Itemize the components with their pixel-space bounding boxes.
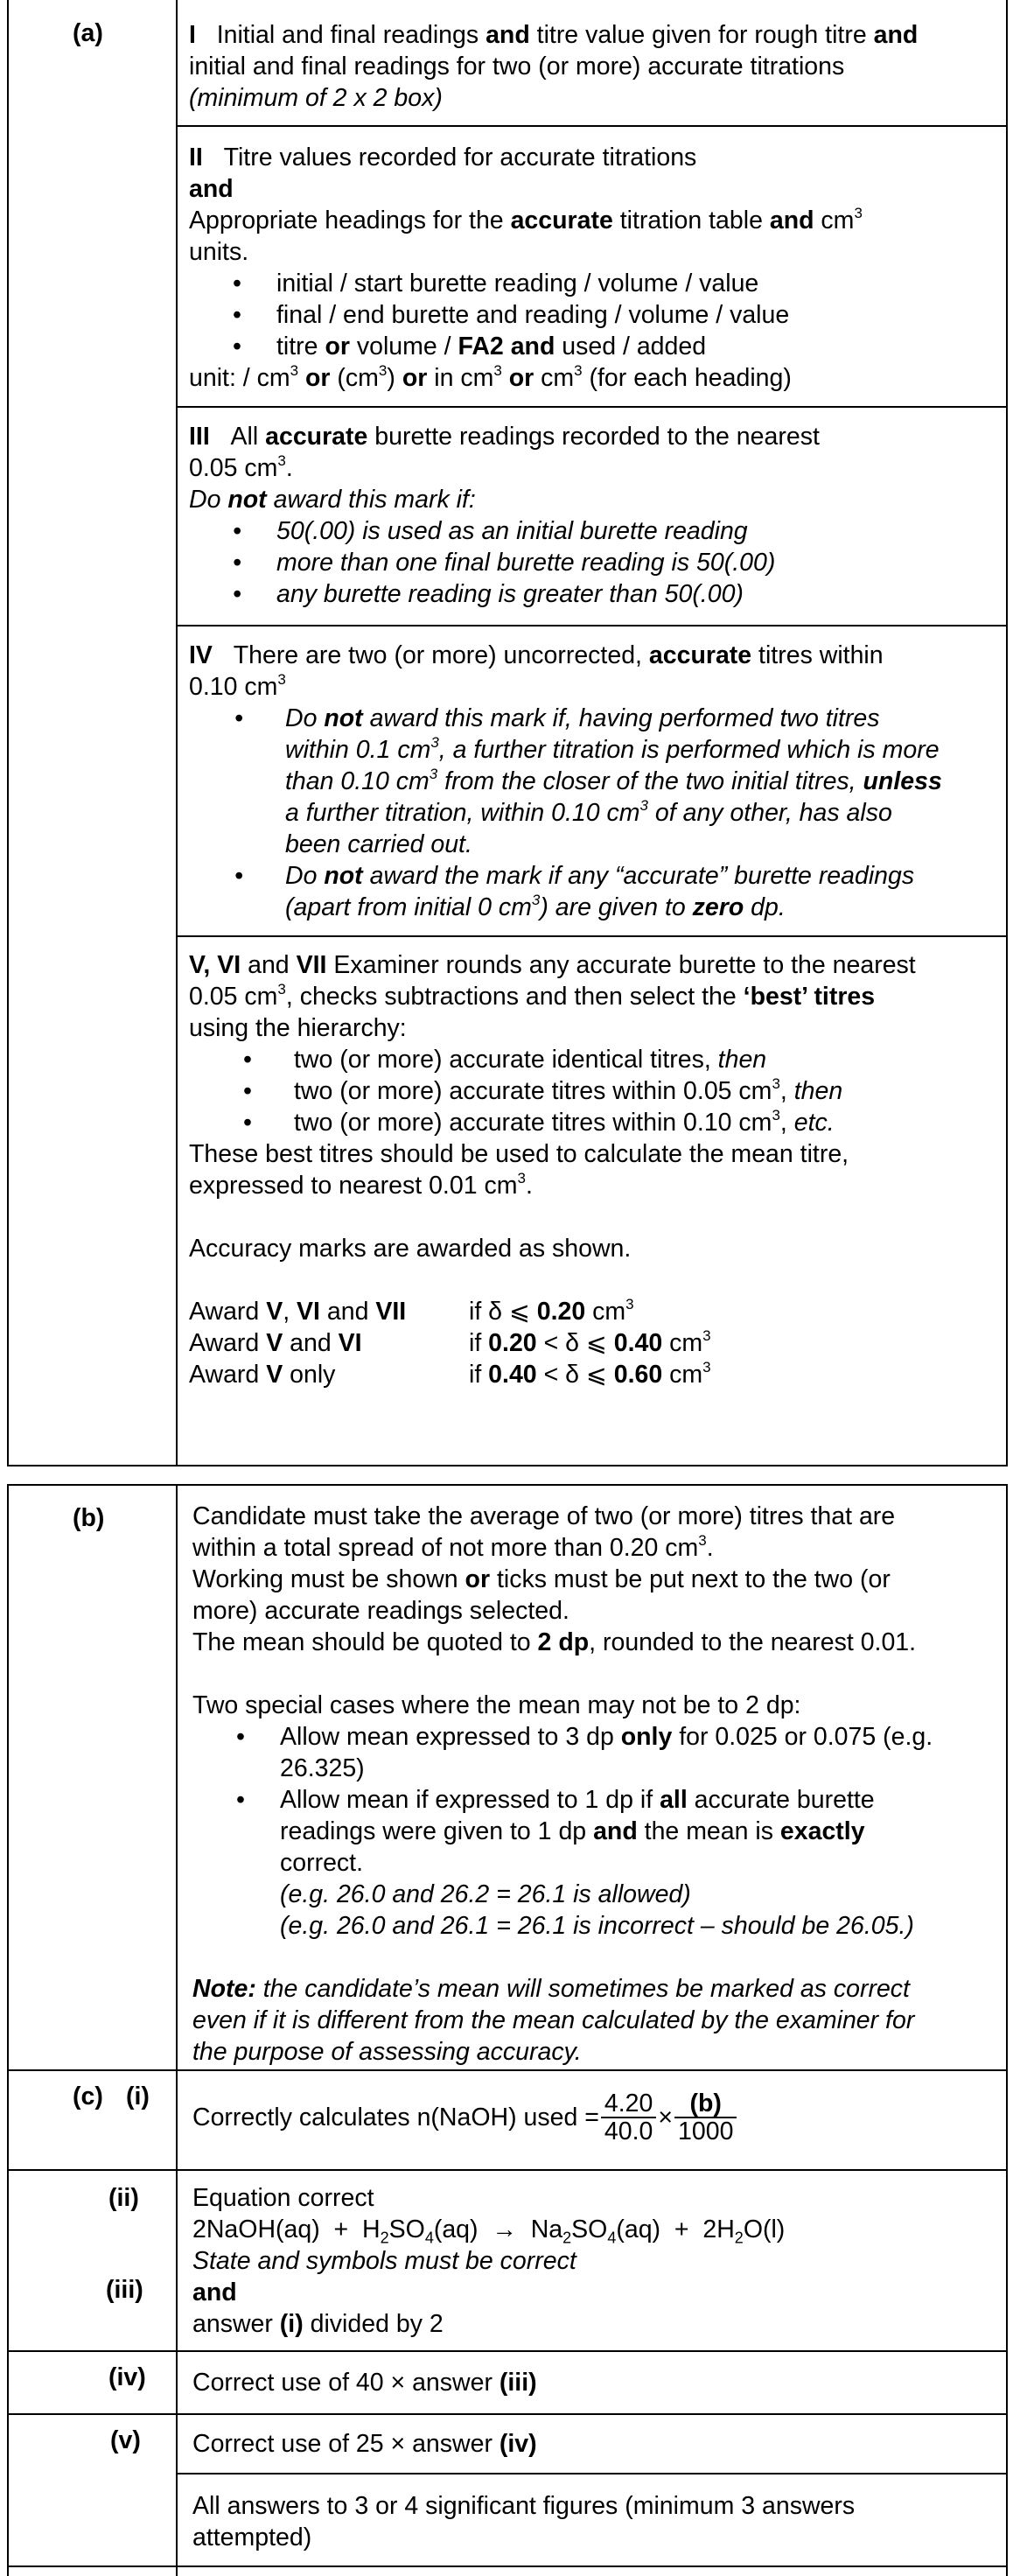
text: 0.40 bbox=[488, 1361, 537, 1389]
list-item bbox=[189, 703, 998, 860]
mark-point-I bbox=[189, 19, 998, 114]
text: titre bbox=[276, 332, 325, 360]
text: Do bbox=[285, 862, 325, 890]
text: burette readings recorded to the nearest bbox=[367, 423, 820, 451]
text: all bbox=[660, 1786, 688, 1814]
text: 4.20 bbox=[601, 2090, 656, 2118]
text: 0.05 cm bbox=[189, 983, 278, 1011]
text: final / end burette and reading / volume / value bbox=[276, 301, 790, 329]
text: O(l) bbox=[743, 2216, 786, 2244]
text: more) accurate readings selected. bbox=[192, 1597, 569, 1625]
text: within 0.1 cm bbox=[285, 736, 431, 764]
part-label-c: (c) bbox=[73, 2082, 103, 2110]
table-border-left-a bbox=[7, 0, 9, 1466]
text: 3 bbox=[854, 204, 863, 221]
text: 4 bbox=[424, 2229, 434, 2247]
text: award this mark if: bbox=[266, 486, 476, 514]
text: or bbox=[508, 364, 534, 392]
text: 3 bbox=[702, 1326, 711, 1344]
text: 0.10 cm bbox=[189, 673, 278, 701]
table-border-left-b bbox=[7, 1484, 9, 2576]
text: Award bbox=[189, 1361, 267, 1389]
text: more than one final burette reading is 50(.00) bbox=[276, 549, 776, 577]
text: zero bbox=[692, 893, 744, 921]
mark-number: I bbox=[189, 21, 196, 49]
text: (aq) + 2H bbox=[616, 2216, 735, 2244]
text: Candidate must take the average of two (or more) titres that are bbox=[192, 1502, 896, 1530]
text: Titre values recorded for accurate titrations bbox=[223, 144, 697, 172]
text: even if it is different from the mean calculated by the examiner for bbox=[192, 2006, 915, 2034]
text: 1000 bbox=[678, 2118, 734, 2146]
row-rule bbox=[176, 125, 1008, 127]
text: Appropriate headings for the bbox=[189, 206, 511, 234]
text: Allow mean expressed to 3 dp bbox=[280, 1723, 621, 1751]
text: answer bbox=[192, 2310, 280, 2338]
text: Equation correct bbox=[192, 2184, 374, 2212]
part-label-c-ii: (ii) bbox=[108, 2184, 139, 2212]
table-bottom-b bbox=[7, 2566, 1008, 2567]
text: and bbox=[189, 175, 234, 203]
mark-number: II bbox=[189, 144, 203, 172]
mark-number: V, VI bbox=[189, 951, 241, 979]
text: 2 bbox=[380, 2229, 389, 2247]
text: or bbox=[402, 364, 428, 392]
text: Do bbox=[189, 486, 228, 514]
text: cm bbox=[534, 364, 575, 392]
part-c-ii-iii-content bbox=[192, 2182, 1002, 2340]
text: 0.40 bbox=[613, 1329, 663, 1357]
text: Award bbox=[189, 1329, 267, 1357]
text: All bbox=[230, 423, 266, 451]
text: Two special cases where the mean may not be to 2 dp: bbox=[192, 1691, 801, 1719]
text: or bbox=[465, 1565, 491, 1593]
text: ticks must be put next to the two (or bbox=[490, 1565, 891, 1593]
text: Examiner rounds any accurate burette to the nearest bbox=[326, 951, 916, 979]
mark-point-II bbox=[189, 142, 998, 394]
text: 0.20 bbox=[488, 1329, 537, 1357]
text: initial / start burette reading / volume / value bbox=[276, 270, 759, 298]
text: 3 bbox=[639, 796, 648, 814]
text: 2 bbox=[734, 2229, 744, 2247]
text: two (or more) accurate titres within 0.05 cm bbox=[294, 1077, 772, 1105]
text: or bbox=[305, 364, 331, 392]
text: 0.20 bbox=[536, 1298, 586, 1326]
table-bottom-a bbox=[7, 1465, 1008, 1466]
text: 50(.00) is used as an initial burette reading bbox=[276, 517, 748, 545]
text: etc. bbox=[793, 1109, 835, 1137]
text: 3 bbox=[430, 733, 439, 751]
text: exactly bbox=[779, 1817, 865, 1845]
text: been carried out. bbox=[285, 830, 472, 858]
row-rule bbox=[176, 625, 1008, 626]
part-label-c-i: (i) bbox=[126, 2082, 150, 2110]
text: unless bbox=[863, 767, 942, 795]
table-border-right-a bbox=[1006, 0, 1008, 1466]
table-border-right-b bbox=[1006, 1484, 1008, 2576]
row-rule bbox=[7, 2350, 1008, 2352]
text: , checks subtractions and then select the bbox=[285, 983, 744, 1011]
list-item bbox=[189, 299, 998, 331]
mark-point-IV bbox=[189, 640, 998, 923]
text: 3 bbox=[277, 980, 286, 998]
text: not bbox=[324, 704, 363, 732]
text: , bbox=[779, 1109, 794, 1137]
text: not bbox=[324, 862, 363, 890]
mark-number: VII bbox=[296, 951, 327, 979]
text: (for each heading) bbox=[582, 364, 792, 392]
text: two (or more) accurate titres within 0.10 cm bbox=[294, 1109, 772, 1137]
list-item bbox=[192, 1784, 1002, 1942]
text: (iii) bbox=[499, 2369, 537, 2397]
row-rule bbox=[7, 2069, 1008, 2071]
text: State and symbols must be correct bbox=[192, 2247, 576, 2275]
text: VI bbox=[338, 1329, 362, 1357]
list-item bbox=[189, 860, 998, 923]
text: 3 bbox=[772, 1074, 780, 1092]
text: expressed to nearest 0.01 cm bbox=[189, 1172, 518, 1200]
text: , bbox=[779, 1077, 794, 1105]
row-rule bbox=[176, 2473, 1008, 2474]
text: 3 bbox=[493, 361, 502, 379]
text: accurate bbox=[265, 423, 368, 451]
text: the purpose of assessing accuracy. bbox=[192, 2038, 582, 2066]
text: if bbox=[469, 1329, 489, 1357]
text: 0.05 cm bbox=[189, 454, 278, 482]
text: SO bbox=[571, 2216, 608, 2244]
text: 2NaOH(aq) + H bbox=[192, 2216, 381, 2244]
text: in cm bbox=[427, 364, 494, 392]
text: 3 bbox=[378, 361, 388, 379]
text: , bbox=[283, 1298, 297, 1326]
text: divided by 2 bbox=[303, 2310, 444, 2338]
text: unit: / cm bbox=[189, 364, 290, 392]
text: 26.325) bbox=[280, 1754, 365, 1782]
text: the mean is bbox=[637, 1817, 780, 1845]
text: The mean should be quoted to bbox=[192, 1628, 538, 1656]
text: accurate bbox=[510, 206, 613, 234]
fraction bbox=[601, 2090, 656, 2145]
text: < δ ⩽ bbox=[536, 1329, 614, 1357]
table-divider-b bbox=[176, 1484, 178, 2576]
text: Correct use of 25 × answer bbox=[192, 2430, 500, 2458]
text: within a total spread of not more than 0.20 cm bbox=[192, 1534, 699, 1562]
text: Note: bbox=[192, 1975, 256, 2003]
text: ‘best’ titres bbox=[743, 983, 876, 1011]
text: ) are given to bbox=[540, 893, 693, 921]
award-row bbox=[189, 1296, 998, 1327]
text: if δ ⩽ bbox=[469, 1298, 537, 1326]
text: only bbox=[283, 1361, 336, 1389]
text: Accuracy marks are awarded as shown. bbox=[189, 1235, 632, 1263]
text: titre value given for rough titre bbox=[529, 21, 874, 49]
text: readings were given to 1 dp bbox=[280, 1817, 594, 1845]
text: Working must be shown bbox=[192, 1565, 465, 1593]
text: cm bbox=[585, 1298, 626, 1326]
text: for 0.025 or 0.075 (e.g. bbox=[672, 1723, 933, 1751]
text: (aq) → Na bbox=[433, 2216, 563, 2244]
text: V bbox=[266, 1361, 283, 1389]
text: (cm bbox=[330, 364, 379, 392]
text: Initial and final readings bbox=[216, 21, 486, 49]
text: 3 bbox=[277, 670, 286, 688]
text: (b) bbox=[674, 2090, 737, 2118]
list-item bbox=[189, 331, 998, 362]
text: 3 bbox=[772, 1106, 780, 1124]
text: < δ ⩽ bbox=[536, 1361, 614, 1389]
text: and bbox=[192, 2278, 237, 2306]
table-divider-a bbox=[176, 0, 178, 1466]
text: cm bbox=[662, 1329, 703, 1357]
text: FA2 bbox=[458, 332, 504, 360]
text: Award bbox=[189, 1298, 267, 1326]
part-b-content bbox=[192, 1501, 1002, 2068]
text: and bbox=[873, 21, 919, 49]
text: than 0.10 cm bbox=[285, 767, 430, 795]
text: of any other, has also bbox=[647, 799, 892, 827]
text: and bbox=[593, 1817, 638, 1845]
text: 3 bbox=[277, 452, 286, 469]
row-rule bbox=[7, 2169, 1008, 2171]
text: All answers to 3 or 4 significant figures (minimum 3 answers bbox=[192, 2492, 856, 2520]
text: accurate bbox=[648, 641, 752, 669]
mark-number: IV bbox=[189, 641, 213, 669]
sig-fig-content bbox=[192, 2490, 1002, 2553]
list-item bbox=[198, 1044, 998, 1075]
text: (e.g. 26.0 and 26.1 = 26.1 is incorrect – should be 26.05.) bbox=[280, 1912, 914, 1940]
text: 3 bbox=[531, 891, 541, 908]
mark-number: III bbox=[189, 423, 210, 451]
award-row bbox=[189, 1359, 998, 1390]
part-label-c-iv: (iv) bbox=[108, 2363, 146, 2391]
text: . bbox=[706, 1534, 714, 1562]
text: , a further titration is performed which is more bbox=[438, 736, 940, 764]
text: accurate burette bbox=[687, 1786, 875, 1814]
text: and bbox=[283, 1329, 339, 1357]
list-item bbox=[189, 547, 998, 578]
fraction bbox=[674, 2090, 737, 2145]
text: cm bbox=[814, 206, 855, 234]
text: units. bbox=[189, 238, 249, 266]
text: initial and final readings for two (or more) accurate titrations bbox=[189, 52, 845, 80]
text: any burette reading is greater than 50(.00) bbox=[276, 580, 744, 608]
text: only bbox=[620, 1723, 673, 1751]
text: and bbox=[319, 1298, 376, 1326]
text: 3 bbox=[429, 765, 438, 782]
part-label-a: (a) bbox=[73, 19, 103, 47]
list-item bbox=[189, 515, 998, 547]
text: Correctly calculates n(NaOH) used = bbox=[192, 2104, 599, 2132]
text: and bbox=[769, 206, 814, 234]
text: 4 bbox=[607, 2229, 617, 2247]
text: (iv) bbox=[499, 2430, 537, 2458]
text: titres within bbox=[751, 641, 884, 669]
text: (e.g. 26.0 and 26.2 = 26.1 is allowed) bbox=[280, 1880, 691, 1908]
text: from the closer of the two initial titres, bbox=[437, 767, 863, 795]
text: 2 dp bbox=[537, 1628, 590, 1656]
text: 2 bbox=[562, 2229, 572, 2247]
text: or bbox=[325, 332, 350, 360]
text: attempted) bbox=[192, 2524, 312, 2552]
list-item bbox=[198, 1075, 998, 1107]
text: (apart from initial 0 cm bbox=[285, 893, 532, 921]
text: VII bbox=[375, 1298, 407, 1326]
text: award this mark if, having performed two titres bbox=[362, 704, 880, 732]
text: 3 bbox=[625, 1295, 634, 1312]
text bbox=[504, 332, 511, 360]
text: 0.60 bbox=[613, 1361, 663, 1389]
text: (minimum of 2 x 2 box) bbox=[189, 84, 443, 112]
text: dp. bbox=[744, 893, 786, 921]
text: (i) bbox=[279, 2310, 304, 2338]
text: not bbox=[227, 486, 267, 514]
part-c-iv-content bbox=[192, 2367, 1002, 2398]
part-label-b: (b) bbox=[73, 1504, 105, 1532]
part-label-c-v: (v) bbox=[110, 2426, 141, 2454]
text: VI bbox=[297, 1298, 320, 1326]
text: V bbox=[266, 1298, 283, 1326]
part-c-i-content bbox=[192, 2082, 1002, 2152]
text: These best titres should be used to calculate the mean titre, bbox=[189, 1140, 849, 1168]
text: 40.0 bbox=[604, 2118, 653, 2146]
text: used / added bbox=[555, 332, 707, 360]
text: award the mark if any “accurate” burette readings bbox=[362, 862, 915, 890]
text: then bbox=[793, 1077, 843, 1105]
list-item bbox=[192, 1721, 1002, 1784]
text: using the hierarchy: bbox=[189, 1014, 407, 1042]
text: correct. bbox=[280, 1849, 364, 1877]
list-item bbox=[198, 1107, 998, 1138]
list-item bbox=[189, 578, 998, 610]
text: . bbox=[525, 1172, 533, 1200]
text: 3 bbox=[574, 361, 583, 379]
text: then bbox=[717, 1046, 767, 1074]
text: × bbox=[658, 2104, 674, 2132]
text: 3 bbox=[517, 1169, 526, 1186]
text: and bbox=[486, 21, 530, 49]
part-label-c-iii: (iii) bbox=[106, 2276, 143, 2304]
row-rule bbox=[7, 2413, 1008, 2415]
text: Allow mean if expressed to 1 dp if bbox=[280, 1786, 660, 1814]
mark-point-III bbox=[189, 421, 998, 610]
text: cm bbox=[662, 1361, 703, 1389]
text: two (or more) accurate identical titres, bbox=[294, 1046, 718, 1074]
text: titration table bbox=[612, 206, 770, 234]
text: if bbox=[469, 1361, 489, 1389]
text: volume / bbox=[349, 332, 458, 360]
text: Correct use of 40 × answer bbox=[192, 2369, 500, 2397]
text: ) bbox=[387, 364, 402, 392]
text: , rounded to the nearest 0.01. bbox=[589, 1628, 917, 1656]
text: . bbox=[285, 454, 293, 482]
table-top-b bbox=[7, 1484, 1008, 1486]
list-item bbox=[189, 268, 998, 299]
text: the candidate’s mean will sometimes be marked as correct bbox=[255, 1975, 910, 2003]
part-c-v-content bbox=[192, 2428, 1002, 2460]
row-rule bbox=[176, 406, 1008, 408]
text: 3 bbox=[290, 361, 299, 379]
text: SO bbox=[388, 2216, 425, 2244]
text: a further titration, within 0.10 cm bbox=[285, 799, 640, 827]
mark-point-V-VI-VII bbox=[189, 949, 998, 1390]
text: 3 bbox=[702, 1358, 711, 1376]
text: V bbox=[266, 1329, 283, 1357]
text: and bbox=[241, 951, 297, 979]
row-rule bbox=[176, 935, 1008, 937]
text: 3 bbox=[698, 1531, 707, 1549]
award-row bbox=[189, 1327, 998, 1359]
text: and bbox=[510, 332, 555, 360]
text: Do bbox=[285, 704, 325, 732]
text: There are two (or more) uncorrected, bbox=[233, 641, 649, 669]
